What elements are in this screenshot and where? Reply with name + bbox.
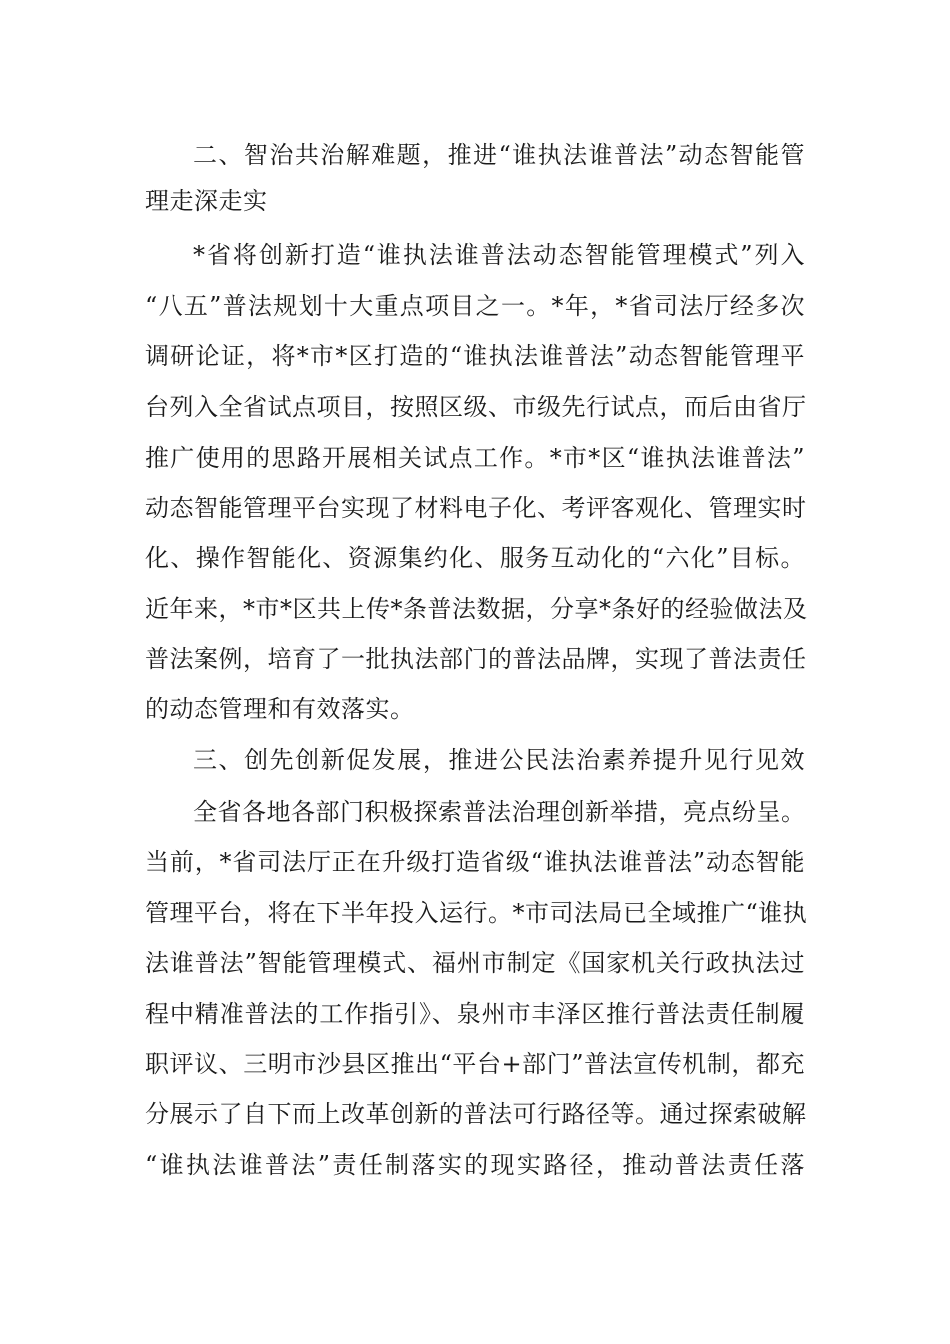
heading-section-3: 三、创先创新促发展，推进公民法治素养提升见行见效 (193, 746, 805, 774)
paragraph-line: 普法案例，培育了一批执法部门的普法品牌，实现了普法责任 (145, 645, 807, 673)
paragraph-line: 全省各地各部门积极探索普法治理创新举措，亮点纷呈。 (193, 798, 806, 826)
paragraph-line: *省将创新打造“谁执法谁普法动态智能管理模式”列入 (193, 241, 805, 269)
paragraph-line: “谁执法谁普法”责任制落实的现实路径，推动普法责任落 (145, 1151, 805, 1179)
paragraph-line: 的动态管理和有效落实。 (145, 695, 415, 723)
paragraph-line: “八五”普法规划十大重点项目之一。*年，*省司法厅经多次 (145, 292, 805, 320)
heading-section-2-line-1: 二、智治共治解难题，推进“谁执法谁普法”动态智能管 (193, 141, 805, 169)
paragraph-line: 近年来，*市*区共上传*条普法数据，分享*条好的经验做法及 (145, 595, 808, 623)
paragraph-line: 化、操作智能化、资源集约化、服务互动化的“六化”目标。 (145, 544, 805, 572)
paragraph-line: 调研论证，将*市*区打造的“谁执法谁普法”动态智能管理平 (145, 342, 805, 370)
paragraph-line: 动态智能管理平台实现了材料电子化、考评客观化、管理实时 (145, 494, 807, 522)
paragraph-line: 推广使用的思路开展相关试点工作。*市*区“谁执法谁普法” (145, 444, 805, 472)
paragraph-line: 职评议、三明市沙县区推出“平台+部门”普法宣传机制，都充 (145, 1050, 805, 1078)
paragraph-line: 法谁普法”智能管理模式、福州市制定《国家机关行政执法过 (145, 949, 805, 977)
paragraph-line: 当前，*省司法厅正在升级打造省级“谁执法谁普法”动态智能 (145, 848, 805, 876)
paragraph-line: 程中精准普法的工作指引》、泉州市丰泽区推行普法责任制履 (145, 1000, 805, 1028)
paragraph-line: 台列入全省试点项目，按照区级、市级先行试点，而后由省厅 (145, 393, 807, 421)
paragraph-line: 分展示了自下而上改革创新的普法可行路径等。通过探索破解 (145, 1100, 807, 1128)
heading-section-2-line-2: 理走深走实 (145, 187, 268, 215)
paragraph-line: 管理平台，将在下半年投入运行。*市司法局已全域推广“谁执 (145, 899, 808, 927)
